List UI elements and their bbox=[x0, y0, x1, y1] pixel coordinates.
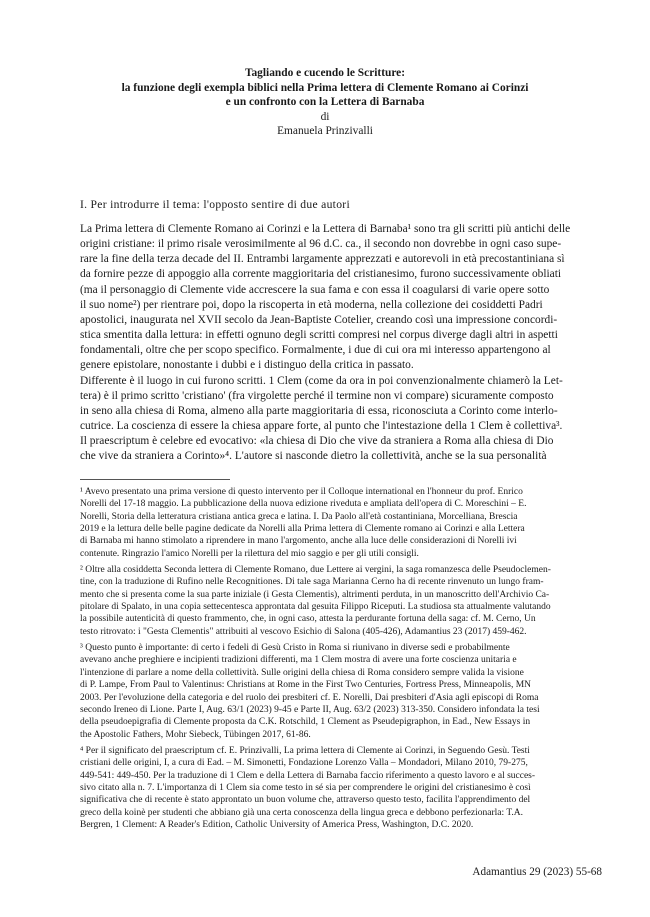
footnotes bbox=[80, 486, 594, 831]
footnote-line: Norelli del 17-18 maggio. La pubblicazione della nuova edizione riveduta e ampliata dell'opera di C. Moreschini – E. bbox=[80, 499, 527, 510]
footnote-line: di Barnaba mi hanno stimolato a riprendere in mano l'argomento, anche alla luce delle considerazioni di Norelli ivi bbox=[80, 536, 517, 547]
body-line: tera) è il primo scritto 'cristiano' (fra virgolette perché il termine non vi compare) sicuramente composto bbox=[80, 389, 554, 402]
by-word: di bbox=[320, 110, 330, 123]
footnote-line: 2003. Per l'evoluzione della categoria e del ruolo dei presbiteri cf. E. Norelli, Dai presbiteri d'Asia agli episcopi di Roma bbox=[80, 692, 539, 703]
footnote-line: l'intenzione di parlare a nome della collettività. Sulle origini della chiesa di Roma considero sempre valida la visione bbox=[80, 667, 524, 678]
body-line: da fornire pezze di appoggio alla corrente maggioritaria del cristianesimo, furono successivamente obliati bbox=[80, 268, 562, 281]
body-line: La Prima lettera di Clemente Romano ai Corinzi e la Lettera di Barnaba¹ sono tra gli scritti più antichi delle bbox=[80, 223, 571, 235]
body-line: Differente è il luogo in cui furono scritti. 1 Clem (come da ora in poi convenzionalmente chiamerò la Let- bbox=[80, 374, 563, 387]
footnote-line: ³ Questo punto è importante: di certo i fedeli di Gesù Cristo in Roma si riunivano in diverse sedi e probabilmente bbox=[80, 643, 510, 654]
footnote-line: di P. Lampe, From Paul to Valentinus: Christians at Rome in the First Two Centuries, Fortress Press, Minneapolis, MN bbox=[80, 680, 532, 691]
footnote-rule bbox=[80, 479, 230, 480]
body-line: genere epistolare, nonostante i dubbi e i distinguo della critica in passato. bbox=[80, 359, 414, 372]
title-line-2: la funzione degli exempla biblici nella Prima lettera di Clemente Romano ai Corinzi bbox=[121, 81, 529, 94]
footnote-line: Norelli, Storia della letteratura cristiana antica greca e latina. I. Da Paolo all'età costantiniana, Morcelliana, Brescia bbox=[80, 511, 518, 522]
section-heading: I. Per introdurre il tema: l'opposto sentire di due autori bbox=[80, 198, 350, 211]
article-header bbox=[0, 66, 650, 139]
title-line-3: e un confronto con la Lettera di Barnaba bbox=[225, 96, 425, 109]
footnote-line: avevano anche preghiere e incipienti tradizioni differenti, ma 1 Clem mostra di avere una forte coscienza unitaria e bbox=[80, 655, 517, 666]
footnote-line: 449-541: 449-450. Per la traduzione di 1 Clem e della Lettera di Barnaba faccio riferimento a questo lavoro e al succes- bbox=[80, 770, 536, 781]
footnote-line: the Apostolic Fathers, Mohr Siebeck, Tübingen 2017, 61-86. bbox=[80, 729, 311, 740]
footnote-line: tine, con la traduzione di Rufino nelle Recognitiones. Di tale saga Marianna Cerno ha di recente rinvenuto un lungo fram- bbox=[80, 577, 544, 588]
body-text bbox=[80, 222, 594, 465]
body-line: (ma il personaggio di Clemente vide accrescere la sua fama e con essa il coagularsi di varie opere sotto bbox=[80, 283, 550, 296]
body-line: Il praescriptum è celebre ed evocativo: «la chiesa di Dio che vive da straniera a Roma alla chiesa di Dio bbox=[80, 435, 554, 448]
body-line: stica smentita dalla lettura: in effetti ognuno degli scritti compresi nel corpus diverge dagli altri in aspetti bbox=[80, 329, 558, 342]
footnote-line: ⁴ Per il significato del praescriptum cf. E. Prinzivalli, La prima lettera di Clemente ai Corinzi, in Seguendo Gesù. Testi bbox=[80, 745, 530, 756]
body-line: origini cristiane: il primo risale verosimilmente al 96 d.C. ca., il secondo non dovrebbe in ogni caso supe- bbox=[80, 238, 562, 251]
footnote-line: la possibile autenticità di questo frammento, che, in ogni caso, attesta la perdurante fortuna della saga: cf. M. Cerno, Un bbox=[80, 614, 536, 625]
author-name: Emanuela Prinzivalli bbox=[277, 125, 373, 138]
footnote-line: pitolare di Spalato, in una copia settecentesca approntata dal gesuita Filippo Riceputi. La studiosa sta attualmente valutando bbox=[80, 602, 551, 613]
title-line-1: Tagliando e cucendo le Scritture: bbox=[244, 67, 406, 79]
body-line: il suo nome²) per rientrare poi, dopo la riscoperta in età moderna, nella collezione dei cosiddetti Padri bbox=[80, 298, 543, 311]
footnote-line: testo ritrovato: i "Gesta Clementis" attribuiti al vescovo Esichio di Salona (405-426), Adamantius 23 (2017) 459-462. bbox=[80, 626, 527, 637]
body-line: fondamentali, oltre che per scopo specifico. Formalmente, i due di cui ora mi interesso appartengono al bbox=[80, 344, 551, 357]
footnote-line: cristiani delle origini, I, a cura di Ead. – M. Simonetti, Fondazione Lorenzo Valla – Mondadori, Milano 2010, 79-275, bbox=[80, 758, 528, 769]
footnote-line: 2019 e la lettura delle belle pagine dedicate da Norelli alla Prima lettera di Clemente romano ai Corinzi e alla Lettera bbox=[80, 524, 525, 535]
footnote-line: greco della koinè per studenti che abbiano già una certa conoscenza della lingua greca e debbono perfezionarla: T.A. bbox=[80, 807, 524, 818]
journal-footer: Adamantius 29 (2023) 55-68 bbox=[472, 866, 602, 878]
footnote-line: ¹ Avevo presentato una prima versione di questo intervento per il Colloque international en l'honneur du prof. Enrico bbox=[80, 487, 523, 497]
footnote-line: ² Oltre alla cosiddetta Seconda lettera di Clemente Romano, due Lettere ai vergini, la saga romanzesca delle Pseudoclemen- bbox=[80, 565, 551, 576]
footnote-line: secondo Ireneo di Lione. Parte I, Aug. 63/1 (2023) 9-45 e Parte II, Aug. 63/2 (2023) 313-350. Considero infondata la tesi bbox=[80, 704, 540, 715]
body-line: apostolici, inaugurata nel XVII secolo da Jean-Baptiste Cotelier, creando così una impressione concordi- bbox=[80, 313, 558, 326]
footnote-line: mento che si presenta come la sua parte iniziale (i Gesta Clementis), altrimenti perduta, in un manoscritto dell'Archivio Ca- bbox=[80, 589, 550, 600]
body-line: cutrice. La coscienza di essere la chiesa appare forte, al punto che l'intestazione della 1 Clem è collettiva³. bbox=[80, 420, 563, 433]
footnote-line: della pseudoepigrafia di Clemente proposta da C.K. Rotschild, 1 Clement as Pseudepigraphon, in Ead., New Essays in bbox=[80, 717, 531, 728]
footnote-line: Bergren, 1 Clement: A Reader's Edition, Catholic University of America Press, Washington, D.C. 2020. bbox=[80, 819, 474, 830]
footnote-line: contenute. Ringrazio l'amico Norelli per la rilettura del mio saggio e per gli utili consigli. bbox=[80, 548, 419, 559]
body-line: che vive da straniera a Corinto»⁴. L'autore si nasconde dietro la collettività, anche se la sua personalità bbox=[80, 450, 547, 463]
body-line: in seno alla chiesa di Roma, almeno alla parte maggioritaria di essa, riconosciuta a Corinto come interlo- bbox=[80, 404, 558, 417]
footnote-line: sivo citato alla n. 7. L'importanza di 1 Clem sia come testo in sé sia per comprendere le origini del cristianesimo è così bbox=[80, 782, 531, 793]
body-line: rare la fine della terza decade del II. Entrambi largamente apprezzati e autorevoli in età precostantiniana sì bbox=[80, 253, 565, 266]
footnote-line: significativa che di recente è stato approntato un buon volume che, attraverso questo testo, facilita l'apprendimento del bbox=[80, 795, 531, 806]
